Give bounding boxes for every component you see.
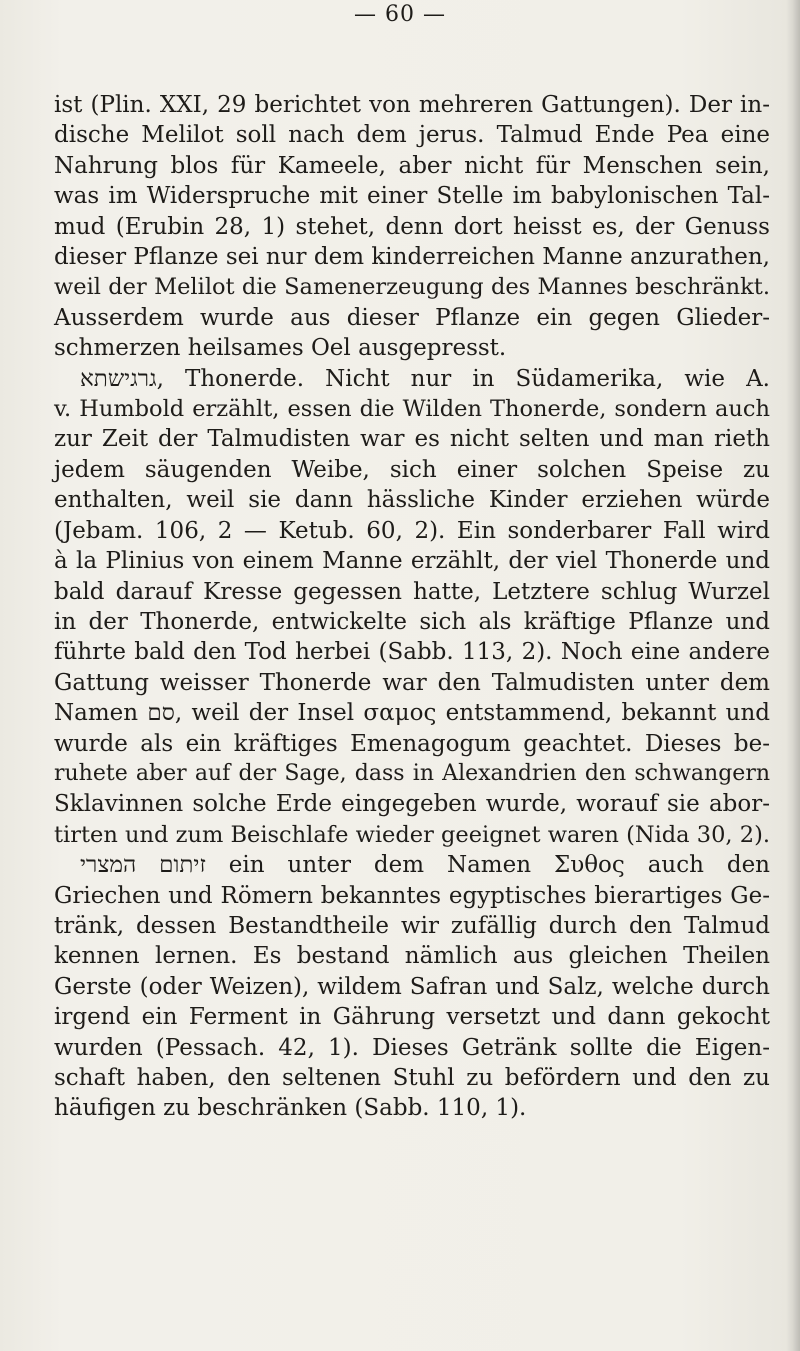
text-line: (Jebam. 106, 2 — Ketub. 60, 2). Ein sonderbarer Fall wird [54,517,770,544]
text-line: häufigen zu beschränken (Sabb. 110, 1). [54,1095,527,1122]
text-line: זיתום המצרי ein unter dem Namen Συθος auch den [80,852,770,879]
text-line: Griechen und Römern bekanntes egyptisches bierartiges Ge- [54,882,770,909]
text-line: mud (Erubin 28, 1) stehet, denn dort heisst es, der Genuss [54,213,770,240]
text-line: zur Zeit der Talmudisten war es nicht selten und man rieth [54,426,770,453]
text-line: wurden (Pessach. 42, 1). Dieses Getränk sollte die Eigen- [54,1034,770,1061]
text-line: dische Melilot soll nach dem jerus. Talmud Ende Pea eine [54,122,770,149]
text-line: tränk, dessen Bestandtheile wir zufällig durch den Talmud [54,912,770,939]
text-line: in der Thonerde, entwickelte sich als kräftige Pflanze und [54,608,770,635]
text-line: weil der Melilot die Samenerzeugung des Mannes beschränkt. [54,274,770,301]
text-line: ist (Plin. XXI, 29 berichtet von mehreren Gattungen). Der in- [54,92,770,118]
page-number: — 60 — [354,2,446,27]
text-line: Ausserdem wurde aus dieser Pflanze ein gegen Glieder- [54,304,770,331]
text-line: schmerzen heilsames Oel ausgepresst. [54,335,507,362]
text-line: bald darauf Kresse gegessen hatte, Letztere schlug Wurzel [54,578,770,605]
text-line: Nahrung blos für Kameele, aber nicht für Menschen sein, [54,152,770,179]
text-line: dieser Pflanze sei nur dem kinderreichen Manne anzurathen, [54,244,770,271]
text-line: tirten und zum Beischlafe wieder geeignet waren (Nida 30, 2). [54,821,770,848]
page-edge-shadow [786,0,800,1351]
body-text [54,90,770,1124]
text-line: Namen סם, weil der Insel σαμος entstammend, bekannt und [54,700,770,727]
text-line: schaft haben, den seltenen Stuhl zu befördern und den zu [54,1065,770,1091]
text-line: Gerste (oder Weizen), wildem Safran und Salz, welche durch [54,973,770,1000]
text-line: v. Humbold erzählt, essen die Wilden Thonerde, sondern auch [54,396,770,423]
text-line: ruhete aber auf der Sage, dass in Alexandrien den schwangern [54,760,770,786]
text-line: was im Widerspruche mit einer Stelle im babylonischen Tal- [54,183,770,210]
text-line: führte bald den Tod herbei (Sabb. 113, 2). Noch eine andere [54,639,770,666]
text-line: wurde als ein kräftiges Emenagogum geachtet. Dieses be- [54,730,770,757]
text-line: enthalten, weil sie dann hässliche Kinder erziehen würde [54,487,770,514]
text-line: jedem säugenden Weibe, sich einer solchen Speise zu [54,456,770,483]
text-line: Gattung weisser Thonerde war den Talmudisten unter dem [54,669,770,696]
text-line: kennen lernen. Es bestand nämlich aus gleichen Theilen [54,943,770,970]
text-line: irgend ein Ferment in Gährung versetzt und dann gekocht [54,1004,770,1031]
text-line: à la Plinius von einem Manne erzählt, der viel Thonerde und [54,548,770,575]
text-line: גרגישתא, Thonerde. Nicht nur in Südamerika, wie A. [80,365,770,392]
text-line: Sklavinnen solche Erde eingegeben wurde, worauf sie abor- [54,791,770,818]
